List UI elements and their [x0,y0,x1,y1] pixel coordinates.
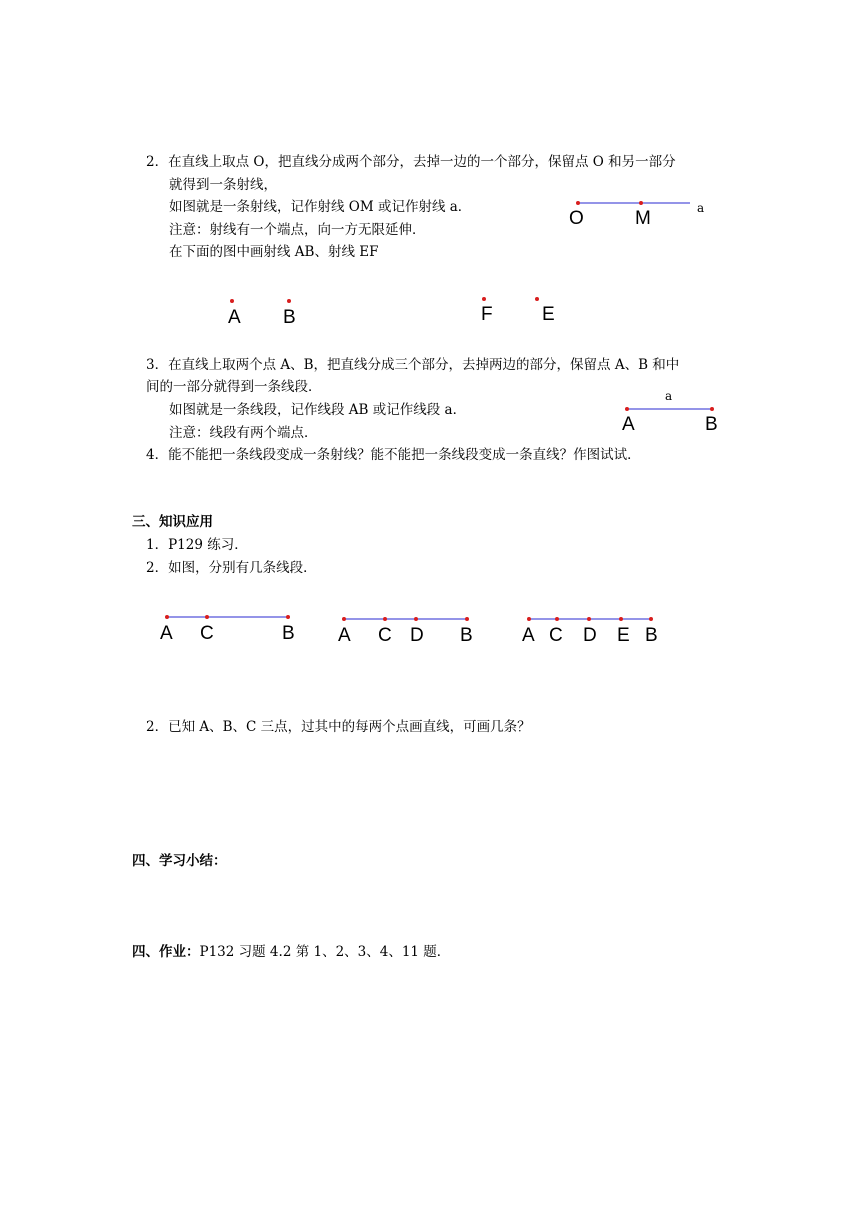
fig1-label: B [282,623,295,644]
label-m: M [635,208,651,229]
item2-line1: 2．在直线上取点 O，把直线分成两个部分，去掉一边的一个部分，保留点 O 和另一部分 [146,154,676,170]
segments-1-point [165,615,169,619]
fig3-label: C [549,625,563,646]
segments-3-point [527,617,531,621]
item3-line2: 间的一部分就得到一条线段． [146,379,322,395]
segments-2-point [465,617,469,621]
fig1-label: A [160,623,173,644]
section4-heading: 四、学习小结： [132,853,227,869]
point-b [287,299,291,303]
label-ray-a: a [697,201,705,215]
label-e: E [542,304,555,325]
segment-point-b [710,407,714,411]
segments-1-point [205,615,209,619]
segments-3-point [587,617,591,621]
item2-line5: 在下面的图中画射线 AB、射线 EF [169,244,379,260]
ray-om-figure [576,201,690,205]
label-b: B [283,307,296,328]
fig2-label: A [338,625,351,646]
segments-figure-2 [342,617,469,621]
segments-figure-1 [165,615,290,619]
section3-heading: 三、知识应用 [132,514,213,530]
segments-2-point [414,617,418,621]
point-f [482,297,486,301]
item3-line4: 注意：线段有两个端点． [169,425,318,441]
label-a: A [228,307,241,328]
homework-heading: 四、作业： [132,944,200,960]
points-figure [230,297,539,303]
segments-2-point [383,617,387,621]
fig3-label: A [522,625,535,646]
homework-text: P132 习题 4.2 第 1、2、3、4、11 题． [199,944,451,960]
fig2-label: B [460,625,473,646]
point-m [639,201,643,205]
segments-2-point [342,617,346,621]
fig3-label: B [645,625,658,646]
segments-3-point [555,617,559,621]
label-segment-B: B [705,414,718,435]
section3-q1: 1．P129 练习． [146,537,248,553]
point-o [576,201,580,205]
label-segment-a: a [665,389,673,403]
segments-figure-3 [527,617,653,621]
segment-point-a [625,407,629,411]
section3-q3: 2．已知 A、B、C 三点，过其中的每两个点画直线，可画几条？ [146,719,531,735]
item4-line1: 4．能不能把一条线段变成一条射线？能不能把一条线段变成一条直线？作图试试． [146,447,641,463]
homework-line [132,944,450,960]
item2-line4: 注意：射线有一个端点，向一方无限延伸． [169,222,426,238]
item3-line3: 如图就是一条线段，记作线段 AB 或记作线段 a． [169,402,467,418]
label-f: F [481,304,493,325]
fig1-label: C [200,623,214,644]
segment-ab-figure [625,407,714,411]
fig3-label: D [583,625,597,646]
point-a [230,299,234,303]
item3-line1: 3．在直线上取两个点 A、B，把直线分成三个部分，去掉两边的部分，保留点 A、B 和中 [146,357,680,373]
point-e [535,297,539,301]
fig3-label: E [617,625,630,646]
segments-3-point [619,617,623,621]
item2-line2: 就得到一条射线， [169,177,277,193]
section3-q2: 2．如图，分别有几条线段． [146,560,317,576]
label-segment-A: A [622,414,635,435]
segments-3-point [649,617,653,621]
segments-1-point [286,615,290,619]
fig2-label: D [410,625,424,646]
fig2-label: C [378,625,392,646]
item2-line3: 如图就是一条射线，记作射线 OM 或记作射线 a． [169,199,472,215]
label-o: O [569,208,584,229]
